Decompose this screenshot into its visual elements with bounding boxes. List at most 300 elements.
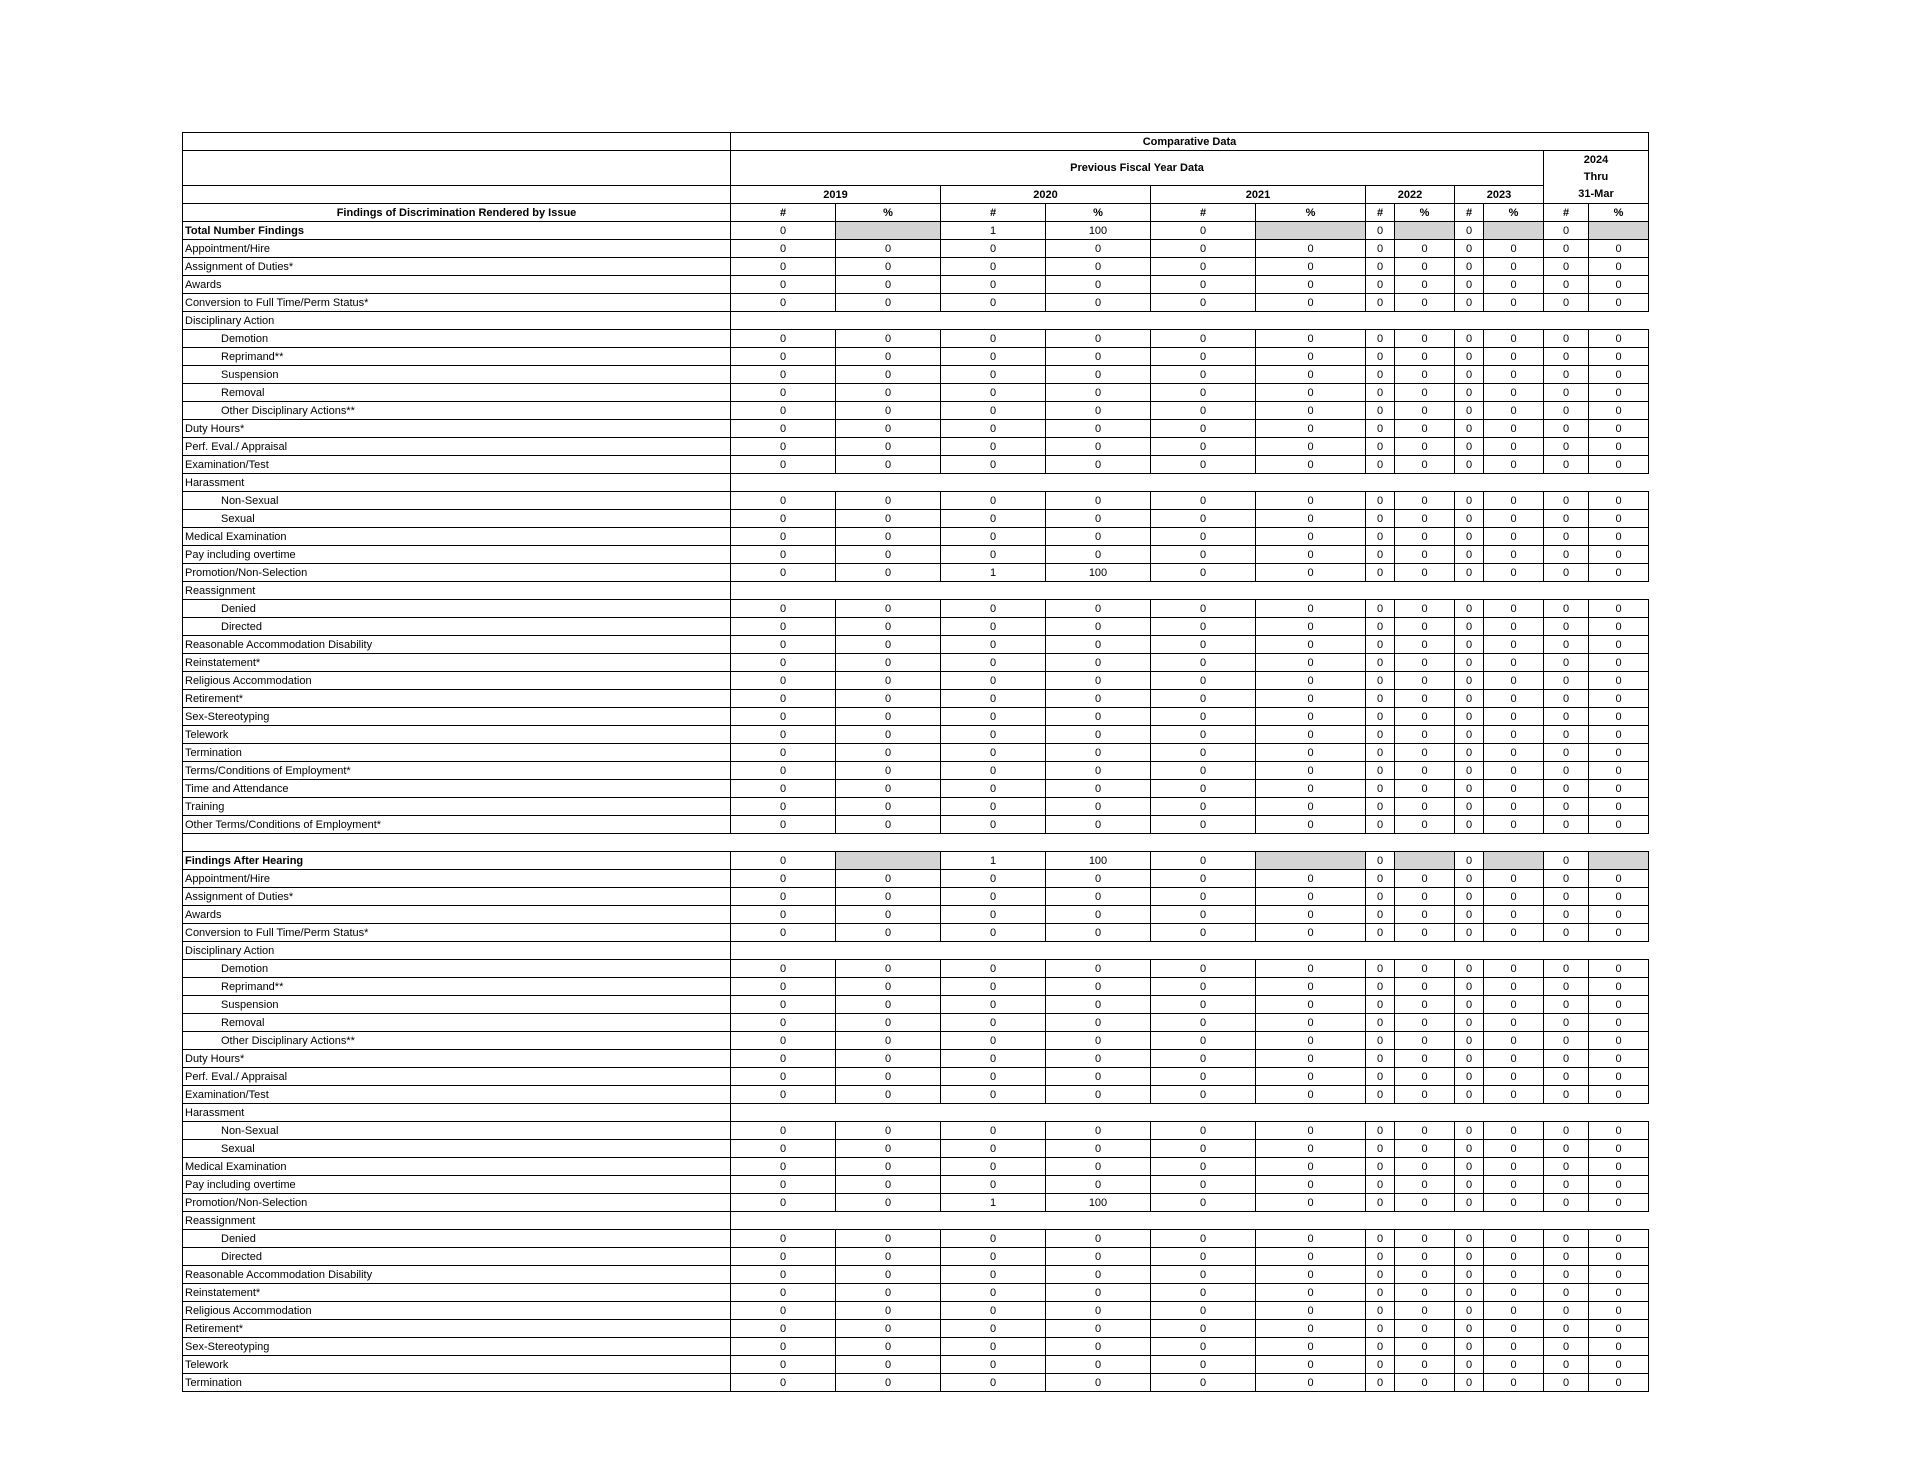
percent-cell: 0 — [1589, 420, 1649, 438]
category-blank — [731, 474, 1649, 492]
count-cell: 0 — [1151, 600, 1256, 618]
percent-cell: 0 — [1484, 384, 1544, 402]
percent-cell: 0 — [1046, 258, 1151, 276]
table-row — [183, 384, 1649, 402]
percent-cell — [1256, 222, 1366, 240]
count-cell: 0 — [1544, 1068, 1589, 1086]
percent-cell: 0 — [1484, 780, 1544, 798]
percent-cell: 0 — [1395, 960, 1455, 978]
percent-cell: 0 — [1046, 402, 1151, 420]
percent-cell: 0 — [1589, 1320, 1649, 1338]
count-cell: 0 — [731, 636, 836, 654]
percent-cell: 0 — [1046, 330, 1151, 348]
count-cell: 0 — [1151, 1050, 1256, 1068]
category-row — [183, 312, 1649, 330]
issue-label: Non-Sexual — [183, 492, 731, 510]
issue-label: Telework — [183, 1356, 731, 1374]
count-cell: 0 — [1366, 816, 1395, 834]
table-row — [183, 744, 1649, 762]
percent-cell: 0 — [1589, 708, 1649, 726]
count-cell: 0 — [941, 1014, 1046, 1032]
count-cell: 0 — [1366, 492, 1395, 510]
percent-cell: 0 — [1484, 654, 1544, 672]
table-row — [183, 1356, 1649, 1374]
percent-column-header: % — [1256, 204, 1366, 222]
count-cell: 0 — [941, 672, 1046, 690]
count-cell: 0 — [1544, 1122, 1589, 1140]
count-cell: 0 — [731, 1086, 836, 1104]
percent-cell: 0 — [836, 1320, 941, 1338]
percent-cell: 0 — [1256, 258, 1366, 276]
percent-cell: 0 — [1589, 384, 1649, 402]
count-cell: 0 — [1544, 528, 1589, 546]
table-row — [183, 762, 1649, 780]
previous-fiscal-year-header: Previous Fiscal Year Data — [731, 151, 1544, 186]
count-cell: 0 — [1366, 924, 1395, 942]
count-cell: 0 — [731, 996, 836, 1014]
count-cell: 0 — [1544, 1266, 1589, 1284]
percent-cell: 0 — [1046, 1086, 1151, 1104]
percent-cell: 0 — [1484, 276, 1544, 294]
count-cell: 0 — [941, 924, 1046, 942]
percent-cell: 0 — [836, 1122, 941, 1140]
count-cell: 0 — [1544, 1032, 1589, 1050]
count-cell: 0 — [731, 960, 836, 978]
count-cell: 0 — [1366, 420, 1395, 438]
count-cell: 0 — [1544, 888, 1589, 906]
issue-label: Sex-Stereotyping — [183, 708, 731, 726]
percent-cell: 0 — [1484, 744, 1544, 762]
percent-cell: 0 — [1395, 294, 1455, 312]
count-cell: 0 — [1455, 1194, 1484, 1212]
percent-cell: 0 — [1589, 1230, 1649, 1248]
count-cell: 0 — [1544, 1014, 1589, 1032]
count-cell: 0 — [1544, 960, 1589, 978]
count-cell: 0 — [941, 762, 1046, 780]
count-cell: 0 — [1366, 1284, 1395, 1302]
percent-cell: 0 — [1589, 510, 1649, 528]
count-cell: 0 — [1366, 672, 1395, 690]
current-year-line3: 31-Mar — [1578, 187, 1614, 200]
percent-cell: 0 — [1395, 600, 1455, 618]
count-cell: 0 — [941, 1050, 1046, 1068]
percent-cell: 0 — [1256, 618, 1366, 636]
count-cell: 0 — [1455, 888, 1484, 906]
count-cell: 0 — [1544, 1194, 1589, 1212]
percent-cell: 0 — [1256, 1374, 1366, 1392]
issue-label: Removal — [183, 384, 731, 402]
percent-cell: 0 — [1589, 258, 1649, 276]
section-spacer — [183, 834, 1649, 852]
count-cell: 0 — [1544, 420, 1589, 438]
percent-cell — [836, 852, 941, 870]
issue-label: Reassignment — [183, 1212, 731, 1230]
count-cell: 0 — [941, 348, 1046, 366]
percent-cell: 0 — [1589, 240, 1649, 258]
count-cell: 0 — [1151, 726, 1256, 744]
current-year-line1: 2024 — [1583, 153, 1609, 166]
count-cell: 0 — [1151, 906, 1256, 924]
percent-cell: 0 — [1484, 1320, 1544, 1338]
count-cell: 0 — [731, 888, 836, 906]
count-cell: 0 — [731, 222, 836, 240]
percent-cell: 0 — [1046, 1140, 1151, 1158]
percent-cell: 0 — [1395, 978, 1455, 996]
count-cell: 0 — [1151, 402, 1256, 420]
count-cell: 0 — [1455, 708, 1484, 726]
count-cell: 0 — [1366, 1302, 1395, 1320]
count-cell: 0 — [1544, 654, 1589, 672]
issue-label: Promotion/Non-Selection — [183, 1194, 731, 1212]
count-cell: 0 — [941, 294, 1046, 312]
count-cell: 0 — [1151, 564, 1256, 582]
issue-label: Time and Attendance — [183, 780, 731, 798]
count-cell: 0 — [1544, 510, 1589, 528]
count-cell: 0 — [1366, 1158, 1395, 1176]
count-cell: 0 — [1455, 1230, 1484, 1248]
count-cell: 0 — [731, 600, 836, 618]
findings-table — [182, 132, 1649, 1392]
percent-cell: 0 — [1256, 456, 1366, 474]
issue-label: Termination — [183, 744, 731, 762]
percent-cell: 0 — [1589, 888, 1649, 906]
count-cell: 0 — [1544, 276, 1589, 294]
count-cell: 0 — [1455, 240, 1484, 258]
count-cell: 0 — [1544, 240, 1589, 258]
count-cell: 0 — [941, 1356, 1046, 1374]
count-cell: 0 — [941, 654, 1046, 672]
issue-label: Religious Accommodation — [183, 672, 731, 690]
count-cell: 0 — [1151, 1302, 1256, 1320]
percent-cell: 0 — [1395, 1356, 1455, 1374]
percent-cell: 0 — [1046, 636, 1151, 654]
percent-cell: 0 — [1589, 798, 1649, 816]
count-cell: 0 — [731, 366, 836, 384]
count-cell: 0 — [941, 1302, 1046, 1320]
count-cell: 0 — [1151, 618, 1256, 636]
table-row — [183, 1374, 1649, 1392]
percent-cell: 0 — [1484, 1230, 1544, 1248]
count-cell: 0 — [731, 1374, 836, 1392]
count-cell: 0 — [1151, 1122, 1256, 1140]
percent-cell: 0 — [1256, 1140, 1366, 1158]
count-cell: 0 — [941, 402, 1046, 420]
percent-cell: 0 — [1046, 240, 1151, 258]
count-cell: 0 — [941, 1338, 1046, 1356]
count-cell: 0 — [1151, 1338, 1256, 1356]
percent-cell: 0 — [836, 1284, 941, 1302]
issue-label: Reinstatement* — [183, 1284, 731, 1302]
percent-cell: 0 — [836, 996, 941, 1014]
count-cell: 0 — [1455, 438, 1484, 456]
count-cell: 0 — [1544, 816, 1589, 834]
percent-cell: 0 — [1395, 240, 1455, 258]
percent-cell: 0 — [836, 420, 941, 438]
percent-cell: 0 — [1046, 1122, 1151, 1140]
category-row — [183, 474, 1649, 492]
percent-cell: 0 — [1484, 240, 1544, 258]
percent-cell: 0 — [1395, 1374, 1455, 1392]
count-cell: 0 — [1366, 654, 1395, 672]
count-cell: 0 — [1455, 420, 1484, 438]
percent-cell: 0 — [1589, 1284, 1649, 1302]
count-cell: 0 — [1151, 798, 1256, 816]
issue-label: Removal — [183, 1014, 731, 1032]
percent-cell: 0 — [1589, 492, 1649, 510]
count-cell: 0 — [941, 888, 1046, 906]
percent-cell: 0 — [836, 708, 941, 726]
table-row — [183, 366, 1649, 384]
percent-cell — [1589, 222, 1649, 240]
issue-label: Findings After Hearing — [183, 852, 731, 870]
count-cell: 0 — [1151, 1284, 1256, 1302]
percent-cell: 0 — [1484, 672, 1544, 690]
percent-cell: 0 — [1395, 1194, 1455, 1212]
percent-cell: 0 — [1395, 1068, 1455, 1086]
issue-label: Pay including overtime — [183, 546, 731, 564]
count-cell: 0 — [941, 1068, 1046, 1086]
percent-cell: 0 — [1046, 654, 1151, 672]
percent-cell: 0 — [836, 438, 941, 456]
count-cell: 0 — [1544, 384, 1589, 402]
issue-label: Denied — [183, 600, 731, 618]
percent-cell: 0 — [1256, 510, 1366, 528]
table-row — [183, 546, 1649, 564]
issue-label: Conversion to Full Time/Perm Status* — [183, 924, 731, 942]
count-cell: 0 — [731, 780, 836, 798]
percent-cell: 0 — [1484, 456, 1544, 474]
count-cell: 0 — [1366, 960, 1395, 978]
count-cell: 0 — [941, 780, 1046, 798]
count-cell: 0 — [1151, 870, 1256, 888]
percent-cell: 0 — [1046, 798, 1151, 816]
count-cell: 0 — [1455, 1356, 1484, 1374]
table-row — [183, 870, 1649, 888]
percent-cell: 0 — [1589, 762, 1649, 780]
year-header: 2019 — [731, 186, 941, 204]
percent-cell: 0 — [1484, 726, 1544, 744]
issue-label: Termination — [183, 1374, 731, 1392]
count-cell: 0 — [731, 438, 836, 456]
percent-cell: 0 — [1256, 1158, 1366, 1176]
table-row — [183, 1122, 1649, 1140]
count-cell: 0 — [1151, 996, 1256, 1014]
percent-cell: 100 — [1046, 222, 1151, 240]
percent-cell: 0 — [1046, 816, 1151, 834]
count-cell: 1 — [941, 852, 1046, 870]
percent-cell — [1256, 852, 1366, 870]
count-cell: 0 — [1455, 924, 1484, 942]
percent-cell: 0 — [1589, 366, 1649, 384]
count-cell: 0 — [1544, 798, 1589, 816]
percent-cell: 0 — [1484, 546, 1544, 564]
count-cell: 0 — [1544, 294, 1589, 312]
count-cell: 0 — [941, 1320, 1046, 1338]
percent-cell: 0 — [1484, 492, 1544, 510]
percent-cell: 0 — [1484, 258, 1544, 276]
count-cell: 0 — [941, 744, 1046, 762]
count-cell: 0 — [1151, 366, 1256, 384]
count-cell: 0 — [1544, 924, 1589, 942]
table-row — [183, 438, 1649, 456]
percent-cell: 0 — [1484, 1086, 1544, 1104]
count-cell: 0 — [1455, 1338, 1484, 1356]
table-row — [183, 1158, 1649, 1176]
percent-cell: 0 — [1589, 960, 1649, 978]
issue-label: Demotion — [183, 330, 731, 348]
percent-cell — [1484, 852, 1544, 870]
table-row — [183, 276, 1649, 294]
total-row — [183, 852, 1649, 870]
count-cell: 0 — [731, 330, 836, 348]
percent-cell: 0 — [1256, 1230, 1366, 1248]
count-cell: 0 — [1544, 762, 1589, 780]
year-header: 2021 — [1151, 186, 1366, 204]
count-cell: 0 — [1151, 780, 1256, 798]
count-cell: 0 — [1366, 222, 1395, 240]
percent-cell: 0 — [1395, 528, 1455, 546]
percent-cell: 0 — [1484, 996, 1544, 1014]
count-cell: 0 — [941, 528, 1046, 546]
percent-cell: 0 — [1484, 438, 1544, 456]
table-row — [183, 510, 1649, 528]
count-cell: 0 — [1151, 924, 1256, 942]
percent-cell: 0 — [1046, 1248, 1151, 1266]
percent-cell: 0 — [1484, 816, 1544, 834]
issue-label: Promotion/Non-Selection — [183, 564, 731, 582]
count-cell: 0 — [1544, 1140, 1589, 1158]
count-cell: 0 — [1455, 564, 1484, 582]
count-cell: 0 — [941, 1230, 1046, 1248]
count-cell: 0 — [731, 528, 836, 546]
header-blank — [183, 186, 731, 204]
count-cell: 0 — [1544, 456, 1589, 474]
count-cell: 0 — [1151, 690, 1256, 708]
count-cell: 0 — [1151, 1230, 1256, 1248]
percent-cell: 0 — [1046, 456, 1151, 474]
issue-label: Reasonable Accommodation Disability — [183, 1266, 731, 1284]
percent-cell: 0 — [1589, 438, 1649, 456]
count-cell: 0 — [1455, 1032, 1484, 1050]
percent-cell: 0 — [1484, 1284, 1544, 1302]
percent-cell: 0 — [836, 258, 941, 276]
percent-cell: 0 — [1046, 1320, 1151, 1338]
percent-cell: 0 — [1046, 1032, 1151, 1050]
percent-cell: 0 — [836, 636, 941, 654]
table-row — [183, 1194, 1649, 1212]
count-cell: 0 — [1366, 996, 1395, 1014]
percent-cell: 0 — [1256, 744, 1366, 762]
count-cell: 0 — [1366, 1050, 1395, 1068]
percent-cell: 0 — [1256, 726, 1366, 744]
table-row — [183, 348, 1649, 366]
percent-cell: 0 — [1589, 1374, 1649, 1392]
issue-label: Medical Examination — [183, 528, 731, 546]
percent-cell: 0 — [1395, 618, 1455, 636]
count-cell: 0 — [1455, 978, 1484, 996]
count-cell: 0 — [731, 870, 836, 888]
count-cell: 0 — [1366, 1032, 1395, 1050]
count-cell: 0 — [731, 420, 836, 438]
header-row-columns — [183, 204, 1649, 222]
percent-cell: 0 — [1395, 348, 1455, 366]
count-cell: 0 — [1455, 636, 1484, 654]
total-row — [183, 222, 1649, 240]
count-cell: 0 — [1455, 1086, 1484, 1104]
percent-cell: 0 — [836, 1230, 941, 1248]
count-column-header: # — [941, 204, 1046, 222]
count-cell: 0 — [1151, 492, 1256, 510]
table-row — [183, 672, 1649, 690]
count-cell: 0 — [941, 438, 1046, 456]
percent-cell: 0 — [1256, 1086, 1366, 1104]
count-cell: 0 — [1455, 258, 1484, 276]
percent-cell: 0 — [1256, 1320, 1366, 1338]
table-row — [183, 456, 1649, 474]
percent-cell: 0 — [836, 456, 941, 474]
count-column-header: # — [1151, 204, 1256, 222]
issue-label: Suspension — [183, 366, 731, 384]
percent-cell: 0 — [1484, 1248, 1544, 1266]
count-cell: 0 — [731, 294, 836, 312]
percent-cell: 0 — [836, 1356, 941, 1374]
table-row — [183, 636, 1649, 654]
percent-cell: 0 — [1395, 1158, 1455, 1176]
percent-cell: 0 — [1256, 294, 1366, 312]
count-cell: 0 — [1151, 708, 1256, 726]
table-row — [183, 600, 1649, 618]
count-cell: 0 — [1366, 978, 1395, 996]
percent-cell: 0 — [1589, 636, 1649, 654]
count-cell: 0 — [1455, 1158, 1484, 1176]
count-cell: 0 — [1366, 1338, 1395, 1356]
percent-cell: 0 — [836, 1266, 941, 1284]
percent-cell: 0 — [1256, 1122, 1366, 1140]
percent-cell: 0 — [1046, 888, 1151, 906]
count-cell: 0 — [731, 1014, 836, 1032]
issue-label: Awards — [183, 906, 731, 924]
count-cell: 0 — [1544, 744, 1589, 762]
count-cell: 0 — [731, 1032, 836, 1050]
percent-cell: 0 — [1589, 1194, 1649, 1212]
count-cell: 0 — [1366, 528, 1395, 546]
count-cell: 0 — [1455, 1320, 1484, 1338]
count-cell: 0 — [731, 510, 836, 528]
count-cell: 0 — [1151, 1140, 1256, 1158]
percent-cell: 0 — [1256, 690, 1366, 708]
issue-label: Non-Sexual — [183, 1122, 731, 1140]
count-cell: 0 — [1544, 600, 1589, 618]
percent-cell: 0 — [836, 600, 941, 618]
percent-cell: 0 — [1256, 240, 1366, 258]
count-cell: 0 — [1366, 636, 1395, 654]
table-row — [183, 906, 1649, 924]
percent-cell: 0 — [1395, 366, 1455, 384]
percent-cell: 0 — [836, 762, 941, 780]
count-cell: 0 — [1455, 294, 1484, 312]
count-cell: 0 — [1151, 1320, 1256, 1338]
percent-cell: 0 — [836, 366, 941, 384]
count-cell: 0 — [1455, 1266, 1484, 1284]
percent-cell: 0 — [1046, 672, 1151, 690]
count-cell: 0 — [1455, 276, 1484, 294]
percent-cell: 0 — [1256, 1302, 1366, 1320]
percent-cell: 0 — [1484, 906, 1544, 924]
count-cell: 0 — [941, 708, 1046, 726]
count-cell: 0 — [1151, 1356, 1256, 1374]
count-cell: 0 — [1455, 690, 1484, 708]
percent-cell: 0 — [836, 546, 941, 564]
